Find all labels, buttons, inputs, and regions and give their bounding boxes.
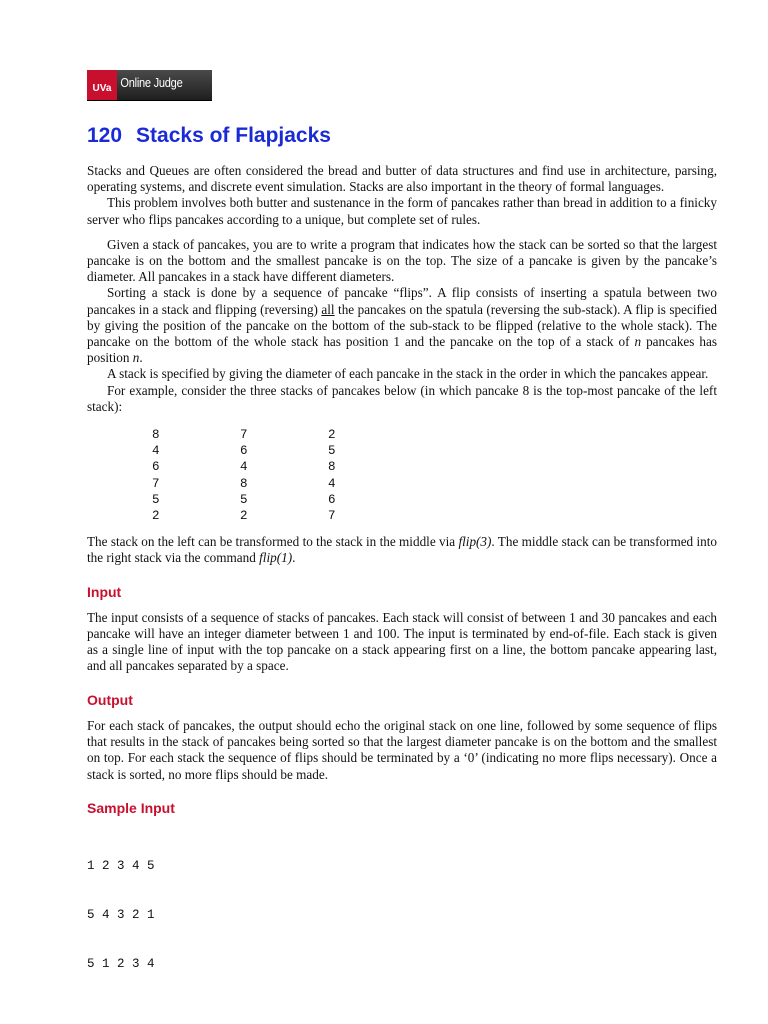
uva-badge: UVa	[87, 70, 117, 100]
problem-number: 120	[87, 124, 123, 147]
example-stacks	[141, 427, 717, 524]
logo-text: Online Judge	[120, 75, 183, 90]
stack-value: 2	[240, 509, 248, 524]
stack-value: 2	[152, 509, 160, 524]
stack-middle	[229, 427, 317, 524]
stack-value: 5	[328, 444, 336, 459]
stack-value: 8	[152, 428, 160, 443]
stack-value: 4	[328, 476, 336, 491]
page-title	[87, 124, 331, 148]
problem-title: Stacks of Flapjacks	[136, 124, 331, 147]
stack-value: 5	[240, 492, 248, 507]
problem-statement	[87, 163, 717, 1004]
stack-value: 4	[240, 460, 248, 475]
body-paragraph-flips: Sorting a stack is done by a sequence of pancake “flips”. A flip consists of inserting a spatula between two pancakes in a stack and flipping (reversing) all the pancakes on the spatula (reversing the sub-stack). A flip is specified by giving the position of the pancake on the bottom of the sub-stack to be flipped (relative to the whole stack). The pancake on the bottom of the whole stack has position 1 and the pancake on the top of a stack of n pancakes has position n.	[87, 285, 717, 366]
input-paragraph: The input consists of a sequence of stacks of pancakes. Each stack will consist of between 1 and 30 pancakes and each pancake will have an integer diameter between 1 and 100. The input is terminated by end-of-file. Each stack is given as a single line of input with the top pancake on a stack appearing first on a line, the bottom pancake appearing last, and all pancakes separated by a space.	[87, 609, 717, 674]
output-paragraph: For each stack of pancakes, the output should echo the original stack on one line, followed by some sequence of flips that results in the stack of pancakes being sorted so that the largest diameter pancake is on the bottom and the smallest on top. For each stack the sequence of flips should be terminated by a ‘0’ (indicating no more flips necessary). Once a stack is sorted, no more flips should be made.	[87, 717, 717, 782]
output-heading: Output	[87, 691, 133, 708]
sample-input-line: 1 2 3 4 5	[87, 859, 155, 874]
stack-value: 6	[152, 460, 160, 475]
body-paragraph-stack-goal: Given a stack of pancakes, you are to write a program that indicates how the stack can be sorted so that the largest pancake is on the bottom and the smallest pancake is on the top. The size of a pancake is given by the pancake’s diameter. All pancakes in a stack have different diameters.	[87, 236, 717, 285]
body-paragraph-specification: A stack is specified by giving the diameter of each pancake in the stack in the order in which the pancakes appear.	[107, 366, 709, 382]
underlined-all: all	[321, 301, 335, 317]
sample-input-block	[87, 826, 717, 1004]
intro-paragraph-1: Stacks and Queues are often considered the bread and butter of data structures and find use in architecture, parsing, operating systems, and discrete event simulation. Stacks are also important in the theory of formal languages.	[87, 163, 717, 195]
stack-right	[317, 427, 405, 524]
stack-value: 6	[328, 492, 336, 507]
stack-value: 2	[328, 428, 336, 443]
stack-value: 5	[152, 492, 160, 507]
stack-value: 8	[240, 476, 248, 491]
uva-online-judge-logo	[87, 70, 212, 100]
stack-value: 6	[240, 444, 248, 459]
flip-command-2: flip(1)	[259, 550, 293, 566]
stack-value: 4	[152, 444, 160, 459]
input-heading: Input	[87, 583, 122, 600]
sample-input-heading: Sample Input	[87, 799, 175, 816]
flip-command-1: flip(3)	[458, 534, 492, 550]
body-paragraph-example: For example, consider the three stacks of pancakes below (in which pancake 8 is the top-most pancake of the left stack):	[87, 382, 717, 414]
body-paragraph-transform: The stack on the left can be transformed to the stack in the middle via flip(3). The middle stack can be transformed into the right stack via the command flip(1).	[87, 534, 717, 566]
sample-input-line: 5 4 3 2 1	[87, 907, 155, 922]
intro-paragraph-2: This problem involves both butter and sustenance in the form of pancakes rather than bread in addition to a finicky server who flips pancakes according to a unique, but complete set of rules.	[87, 195, 717, 227]
stack-value: 7	[328, 509, 336, 524]
stack-left	[141, 427, 229, 524]
sample-input-line: 5 1 2 3 4	[87, 956, 155, 971]
stack-value: 7	[240, 428, 248, 443]
stack-value: 8	[328, 460, 336, 475]
stack-value: 7	[152, 476, 160, 491]
